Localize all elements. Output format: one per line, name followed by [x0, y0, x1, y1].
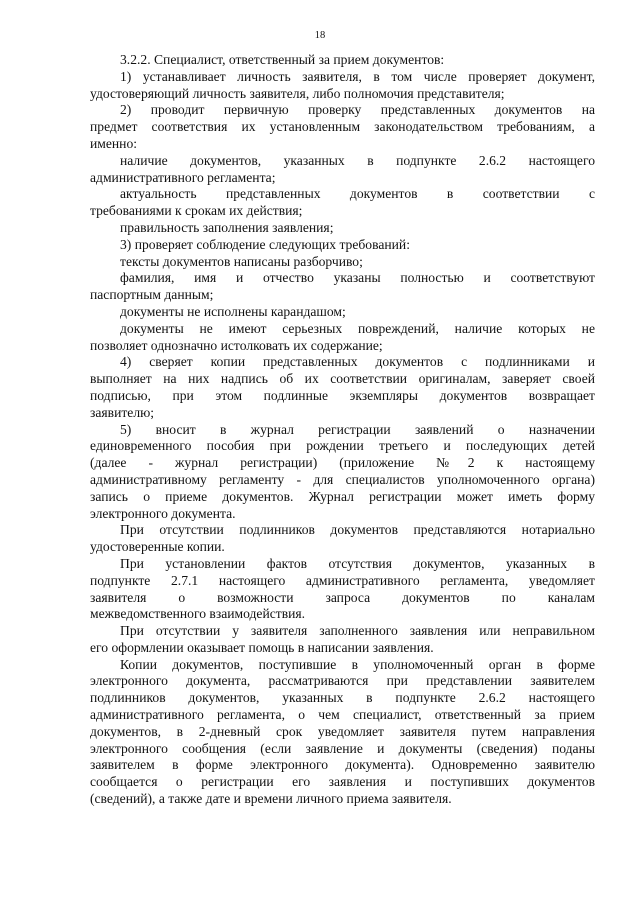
text-line: 3.2.2. Специалист, ответственный за прием документов: [120, 52, 445, 67]
text-line: При отсутствии у заявителя заполненного заявления или неправильном [120, 623, 595, 639]
text-line: электронного сообщения (если заявление и документы (сведения) поданы [90, 740, 595, 756]
text-line: предмет соответствия их установленным законодательством требованиям, а [90, 119, 595, 135]
text-line: документов, в 2-дневный срок уведомляет заявителя путем направления [90, 723, 595, 739]
text-line: фамилия, имя и отчество указаны полностью и соответствуют [120, 270, 595, 286]
text-line: документы не исполнены карандашом; [120, 303, 346, 319]
text-line: заявителю; [90, 404, 155, 420]
text-line: 1) устанавливает личность заявителя, в том числе проверяет документ, [120, 68, 595, 84]
text-line: заявителя о возможности запроса документов по каналам [90, 589, 595, 605]
text-line: актуальность представленных документов в соответствии с [120, 186, 595, 202]
text-line: паспортным данным; [90, 287, 214, 303]
text-line: (далее - журнал регистрации) (приложение №2 к настоящему [90, 455, 595, 471]
text-line: подпункте 2.7.1 настоящего административного регламента, уведомляет [90, 572, 595, 588]
text-line: именно: [90, 135, 138, 151]
text-line: документы не имеют серьезных повреждений, наличие которых не [120, 320, 595, 336]
text-line: административного регламента, о чем специалист, ответственный за прием [90, 707, 595, 723]
text-line: электронного документа, рассматриваются при представлении заявителем [90, 673, 595, 689]
text-line: правильность заполнения заявления; [120, 219, 334, 235]
text-line: 3) проверяет соблюдение следующих требований: [120, 236, 410, 252]
text-line: наличие документов, указанных в подпункте 2.6.2 настоящего [120, 152, 595, 168]
page-number: 18 [314, 30, 326, 41]
text-line: удостоверяющий личность заявителя, либо полномочия представителя; [90, 85, 505, 101]
text-line: подписью, при этом подлинные экземпляры документов возвращает [90, 387, 595, 403]
text-line: заявителем в форме электронного документа). Одновременно заявителю [90, 757, 595, 773]
text-line: административного регламента; [90, 169, 276, 185]
text-line: электронного документа. [90, 505, 236, 521]
text-line: При отсутствии подлинников документов представляются нотариально [120, 522, 595, 538]
document-body [90, 52, 595, 808]
text-line: 2) проводит первичную проверку представленных документов на [120, 102, 595, 118]
text-line: тексты документов написаны разборчиво; [120, 253, 363, 269]
text-line: удостоверенные копии. [90, 539, 225, 555]
text-line: запись о приеме документов. Журнал регистрации может иметь форму [90, 488, 595, 504]
text-line: единовременного пособия при рождении третьего и последующих детей [90, 438, 595, 454]
text-line: административному регламенту - для специалистов уполномоченного органа) [90, 471, 595, 487]
text-line: 4) сверяет копии представленных документов с подлинниками и [120, 354, 595, 370]
text-line: При установлении фактов отсутствия документов, указанных в [120, 555, 595, 571]
text-line: позволяет однозначно истолковать их содержание; [90, 337, 383, 353]
text-line: межведомственного взаимодействия. [90, 606, 306, 622]
text-line: сообщается о регистрации его заявления и поступивших документов [90, 774, 595, 790]
text-line: выполняет на них надпись об их соответствии оригиналам, заверяет своей [90, 371, 595, 387]
text-line: 5) вносит в журнал регистрации заявлений о назначении [120, 421, 595, 437]
text-line: Копии документов, поступившие в уполномоченный орган в форме [120, 656, 595, 672]
text-line: подлинников документов, указанных в подпункте 2.6.2 настоящего [90, 690, 595, 706]
text-line: его оформлении оказывает помощь в написании заявления. [90, 639, 434, 655]
text-line: (сведений), а также дате и времени личного приема заявителя. [90, 791, 452, 807]
text-line: требованиями к срокам их действия; [90, 203, 303, 219]
